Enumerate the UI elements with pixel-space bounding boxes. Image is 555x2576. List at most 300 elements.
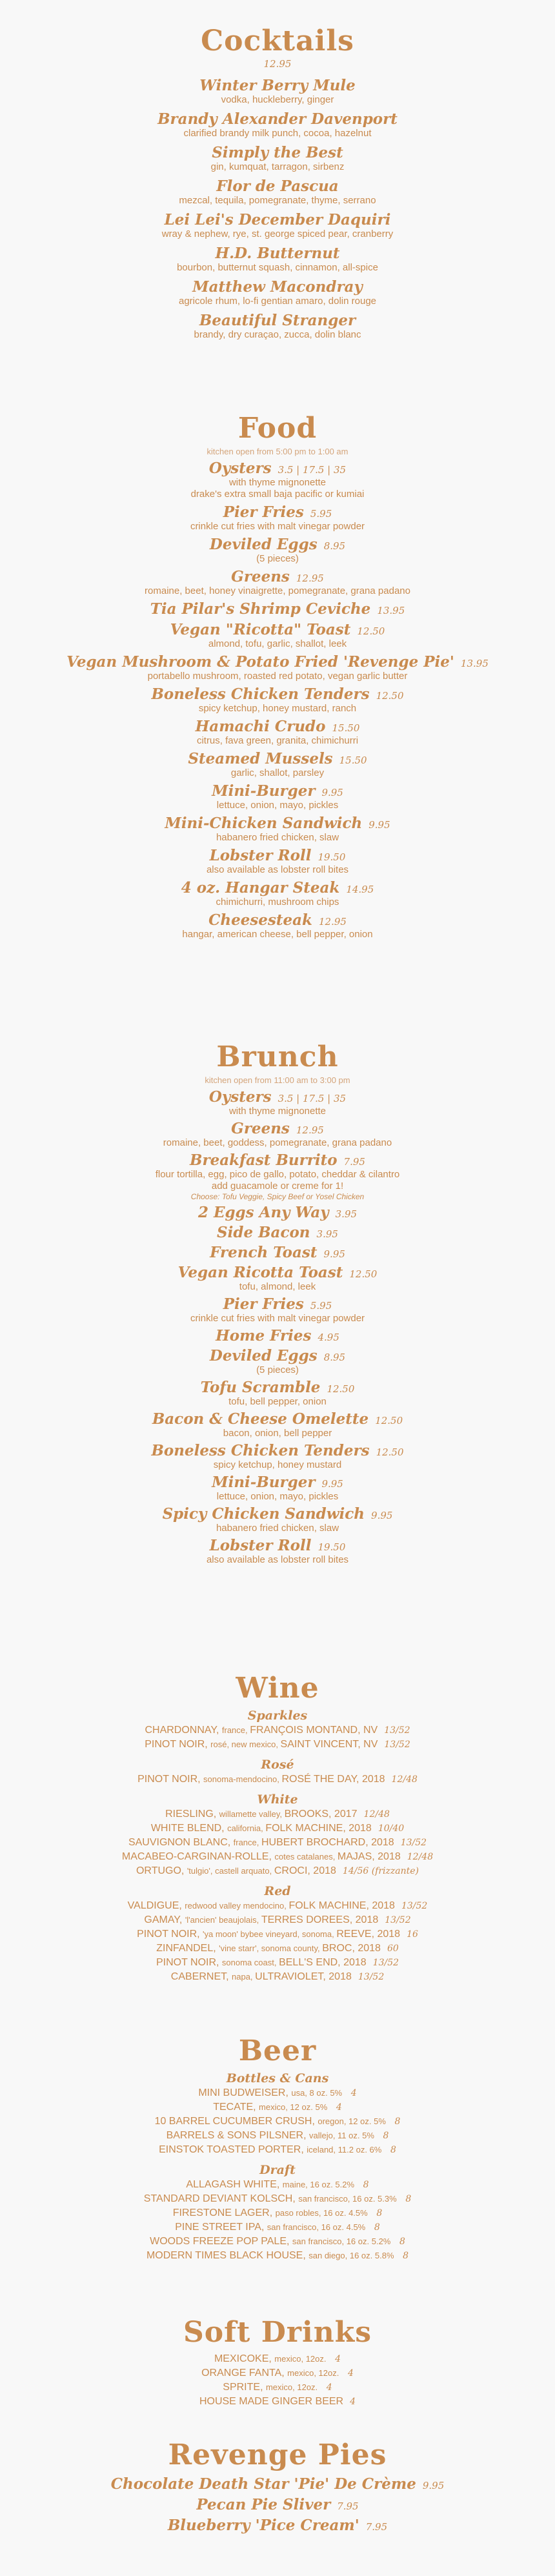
drink-name: WHITE BLEND, (150, 1823, 228, 1834)
menu-item-description: also available as lobster roll bites (206, 1554, 349, 1565)
menu-item-description: citrus, fava green, granita, chimichurri (196, 735, 359, 746)
menu-item-name-row (0, 245, 555, 262)
menu-item-price: 12.50 (376, 1446, 404, 1458)
menu-item-description: bourbon, butternut squash, cinnamon, all-spice (177, 262, 378, 273)
menu-item (0, 1348, 555, 1376)
drink-line (0, 1864, 555, 1878)
drink-name: WOODS FREEZE POP PALE, (150, 2236, 292, 2247)
food-hours: kitchen open from 5:00 pm to 1:00 am (207, 447, 348, 456)
menu-item-name-row (0, 1244, 555, 1261)
drink-origin: san francisco, 16 oz. 4.5% (267, 2222, 368, 2232)
menu-item-name-row (0, 1443, 555, 1459)
menu-item-name: Flor de Pascua (216, 177, 339, 195)
drink-price: 4 (336, 2102, 342, 2113)
menu-item (0, 783, 555, 811)
menu-item-name: Matthew Macondray (192, 278, 363, 296)
drink-price: 13/52 (384, 1739, 410, 1750)
menu-item-description: spicy ketchup, honey mustard (213, 1459, 342, 1470)
menu-item-name-row (0, 1152, 555, 1169)
soft-drinks-title: Soft Drinks (183, 2316, 372, 2349)
brunch-section (0, 1040, 555, 1569)
drink-price: 12/48 (391, 1774, 418, 1785)
drink-price: 8 (390, 2145, 396, 2155)
menu-item-description-extra: drake's extra small baja pacific or kumiai (190, 489, 365, 500)
drink-price: 4 (326, 2382, 332, 2393)
drink-price: 10/40 (378, 1823, 405, 1834)
drink-origin: vallejo, 11 oz. 5% (308, 2131, 377, 2140)
menu-item (0, 1328, 555, 1344)
menu-item-name-row (0, 601, 555, 618)
drink-name: PINOT NOIR, (137, 1774, 204, 1785)
drink-price: 8 (405, 2194, 412, 2204)
menu-item-description: gin, kumquat, tarragon, sirbenz (210, 161, 345, 172)
menu-item-name: Side Bacon (217, 1224, 310, 1241)
menu-item (0, 145, 555, 173)
menu-item-name: Deviled Eggs (209, 1347, 318, 1364)
drink-price: 13/52 (372, 1958, 399, 1968)
menu-item (0, 1411, 555, 1439)
menu-item-name: 2 Eggs Any Way (197, 1204, 329, 1221)
drink-origin: willamette valley, (219, 1809, 285, 1819)
menu-item-price: 12.50 (375, 1415, 403, 1426)
menu-item-description: almond, tofu, garlic, shallot, leek (208, 638, 347, 649)
menu-item-description: habanero fried chicken, slaw (216, 1523, 339, 1534)
menu-item-name-row (0, 2497, 555, 2513)
menu-item-price: 3.95 (316, 1228, 338, 1240)
drink-producer: FRANÇOIS MONTAND, NV (250, 1725, 378, 1736)
menu-item-name-row (0, 1411, 555, 1428)
menu-item-name: Lobster Roll (209, 847, 312, 864)
drink-name: ORANGE FANTA, (201, 2368, 288, 2378)
drink-origin: france, (221, 1725, 250, 1735)
drink-producer: BELL'S END, 2018 (279, 1957, 367, 1968)
drink-producer: REEVE, 2018 (336, 1929, 401, 1940)
menu-item-note: Choose: Tofu Veggie, Spicy Beef or Yosel Chicken (190, 1192, 365, 1201)
drink-price: 13/52 (400, 1838, 427, 1848)
menu-item-name-row (0, 1537, 555, 1554)
beer-title: Beer (238, 2034, 317, 2067)
menu-item (0, 718, 555, 747)
menu-item-name-row (0, 178, 555, 195)
menu-item-name-row (0, 145, 555, 161)
drink-line (0, 1970, 555, 1984)
drink-line (0, 1821, 555, 1836)
menu-item-name: Breakfast Burrito (190, 1151, 338, 1169)
menu-item (0, 312, 555, 341)
menu-item-description: lettuce, onion, mayo, pickles (216, 800, 339, 811)
menu-item (0, 1264, 555, 1293)
drink-producer: FOLK MACHINE, 2018 (288, 1900, 395, 1911)
menu-item-price: 9.95 (321, 787, 343, 798)
menu-item-price: 13.95 (377, 605, 405, 616)
menu-item-name: Pier Fries (223, 503, 304, 521)
menu-item (0, 880, 555, 908)
drink-line (0, 1913, 555, 1927)
food-list (0, 460, 555, 940)
menu-item-name: Pier Fries (223, 1295, 304, 1313)
drink-producer: BROC, 2018 (322, 1943, 381, 1954)
menu-item-description: vodka, huckleberry, ginger (221, 94, 334, 105)
drink-name: GAMAY, (144, 1914, 185, 1925)
drink-line (0, 2192, 555, 2206)
menu-item (0, 1224, 555, 1241)
menu-item (0, 245, 555, 274)
menu-item-name: Oysters (208, 1088, 272, 1106)
subsection-heading: Sparkles (247, 1709, 308, 1723)
menu-item (0, 1537, 555, 1566)
menu-item-name: H.D. Butternut (215, 245, 340, 262)
menu-item-name: Lei Lei's December Daquiri (164, 211, 391, 228)
menu-item-name-row (0, 1204, 555, 1221)
menu-item-name-row (0, 77, 555, 94)
drink-origin: san francisco, 16 oz. 5.2% (292, 2236, 393, 2246)
menu-item-name: Home Fries (216, 1327, 312, 1344)
menu-item-description: also available as lobster roll bites (206, 864, 349, 875)
drink-price: 13/52 (384, 1725, 410, 1736)
drink-origin: 'tulgio', castell arquato, (187, 1866, 274, 1876)
menu-item-name-row (0, 686, 555, 703)
menu-item-name: Simply the Best (212, 144, 343, 161)
menu-item-name-row (0, 847, 555, 864)
drink-origin: sonoma coast, (221, 1958, 279, 1967)
menu-item-price: 12.95 (296, 1124, 324, 1136)
menu-item-price: 4.95 (318, 1332, 339, 1343)
drink-producer: ULTRAVIOLET, 2018 (255, 1971, 352, 1982)
menu-item-name: Greens (231, 1120, 290, 1137)
menu-item-name-row (0, 504, 555, 521)
menu-item-description: chimichurri, mushroom chips (216, 897, 339, 908)
cocktails-section (0, 25, 555, 346)
menu-item (0, 212, 555, 240)
menu-item-description: garlic, shallot, parsley (230, 767, 325, 778)
menu-item-name: Hamachi Crudo (195, 718, 326, 735)
menu-item-description: spicy ketchup, honey mustard, ranch (198, 703, 357, 714)
menu-item-price: 9.95 (422, 2480, 445, 2491)
drink-line (0, 2366, 555, 2380)
menu-item-price: 5.95 (310, 1300, 332, 1312)
menu-item-price: 9.95 (321, 1478, 343, 1490)
drink-origin: rosé, new mexico, (210, 1739, 281, 1749)
menu-item-name: French Toast (210, 1244, 318, 1261)
drink-price: 12/48 (363, 1809, 390, 1820)
menu-item-name: Mini-Burger (212, 1474, 316, 1491)
menu-item (0, 654, 555, 682)
drink-origin: cotes catalanes, (274, 1852, 338, 1861)
menu-item-description: agricole rhum, lo-fi gentian amaro, dolin rouge (179, 296, 376, 307)
drink-name: STANDARD DEVIANT KOLSCH, (143, 2193, 299, 2204)
menu-item-price: 9.95 (323, 1248, 345, 1260)
drink-producer: BROOKS, 2017 (284, 1809, 358, 1820)
drink-price: 8 (374, 2222, 380, 2233)
drink-name: MACABEO-CARGINAN-ROLLE, (121, 1851, 275, 1862)
drink-name: EINSTOK TOASTED PORTER, (159, 2144, 307, 2155)
menu-item-name: Bacon & Cheese Omelette (152, 1410, 369, 1428)
menu-item-name: Beautiful Stranger (199, 312, 356, 329)
menu-item (0, 686, 555, 715)
menu-item-description: (5 pieces) (256, 1364, 299, 1375)
menu-item (0, 279, 555, 307)
menu-item-description: portabello mushroom, roasted red potato, vegan garlic butter (147, 671, 408, 682)
drink-producer: ROSÉ THE DAY, 2018 (281, 1774, 385, 1785)
drink-name: BARRELS & SONS PILSNER, (166, 2130, 309, 2141)
menu-item-name: Brandy Alexander Davenport (157, 110, 398, 128)
menu-item-description: habanero fried chicken, slaw (216, 832, 339, 843)
drink-origin: mexico, 12oz. (287, 2368, 341, 2378)
menu-item-price: 3.5 | 17.5 | 35 (278, 464, 347, 476)
drink-price: 13/52 (401, 1901, 428, 1911)
menu-item-price: 13.95 (460, 658, 489, 669)
drink-name: SAUVIGNON BLANC, (128, 1837, 234, 1848)
drink-line (0, 1942, 555, 1956)
menu-item (0, 1474, 555, 1503)
menu-item-name: Pecan Pie Sliver (196, 2496, 331, 2513)
menu-item-name-row (0, 2517, 555, 2534)
drink-line (0, 2235, 555, 2249)
drink-line (0, 2249, 555, 2263)
menu-item-name-row (0, 569, 555, 585)
menu-item-price: 12.95 (318, 916, 347, 928)
drink-price: 8 (394, 2116, 401, 2127)
drink-price: 8 (403, 2251, 409, 2261)
drink-producer: TERRES DOREES, 2018 (261, 1914, 379, 1925)
drink-line (0, 1927, 555, 1942)
drink-price: 13/52 (358, 1972, 385, 1982)
beer-section (0, 2034, 555, 2268)
menu-item-description: with thyme mignonette (228, 477, 327, 488)
menu-item-price: 12.95 (296, 573, 324, 584)
menu-item (0, 1152, 555, 1201)
drink-name: CABERNET, (170, 1971, 232, 1982)
drink-origin: 'l'ancien' beaujolais, (185, 1915, 261, 1925)
subsection-heading: White (257, 1792, 298, 1807)
menu-item-description-extra: add guacamole or creme for 1! (211, 1181, 344, 1192)
drink-name: TECATE, (213, 2102, 259, 2113)
drink-producer: MAJAS, 2018 (337, 1851, 401, 1862)
drink-price: 13/52 (385, 1915, 411, 1925)
menu-item-name: Tofu Scramble (200, 1379, 321, 1396)
wine-title: Wine (236, 1672, 319, 1705)
drink-price: 8 (399, 2236, 405, 2247)
drink-name: ORTUGO, (136, 1865, 187, 1876)
menu-item (0, 569, 555, 597)
drink-line (0, 2086, 555, 2100)
menu-item-price: 9.95 (371, 1510, 393, 1521)
menu-item-price: 9.95 (368, 819, 390, 831)
menu-item-price: 3.95 (335, 1208, 358, 1220)
drink-line (0, 2220, 555, 2235)
menu-item-description: (5 pieces) (256, 553, 299, 564)
subsection-heading: Rosé (261, 1758, 294, 1772)
menu-item-name-row (0, 1348, 555, 1364)
drink-line (0, 1738, 555, 1752)
menu-item (0, 536, 555, 565)
drink-name: PINOT NOIR, (137, 1929, 203, 1940)
menu-item-name: Vegan "Ricotta" Toast (170, 621, 351, 638)
menu-item-description: hangar, american cheese, bell pepper, onion (182, 929, 373, 940)
drink-line (0, 2395, 555, 2409)
subsection-heading: Draft (259, 2163, 296, 2177)
pies-section (0, 2439, 555, 2538)
menu-item-name-row (0, 1328, 555, 1344)
menu-item (0, 1296, 555, 1324)
wine-list (0, 1708, 555, 1989)
menu-item-price: 15.50 (332, 722, 360, 734)
drink-origin: usa, 8 oz. 5% (291, 2088, 345, 2098)
menu-item (0, 460, 555, 500)
food-title: Food (237, 412, 318, 445)
menu-item-description: tofu, almond, leek (239, 1281, 316, 1292)
menu-item-description: clarified brandy milk punch, cocoa, hazelnut (183, 128, 372, 139)
menu-item-name-row (0, 2476, 555, 2493)
menu-item-price: 7.95 (337, 2500, 359, 2512)
menu-item-name-row (0, 1474, 555, 1491)
drink-origin: mexico, 12 oz. 5% (259, 2102, 330, 2112)
menu-item-name-row (0, 212, 555, 228)
menu-item (0, 178, 555, 207)
menu-item-name: Chocolate Death Star 'Pie' De Crème (110, 2475, 416, 2493)
menu-item-description: crinkle cut fries with malt vinegar powder (190, 521, 365, 532)
menu-item-description: wray & nephew, rye, st. george spiced pear, cranberry (161, 228, 394, 239)
menu-item-price: 12.50 (327, 1383, 355, 1395)
drink-origin: mexico, 12oz. (274, 2354, 329, 2364)
menu-item-price: 8.95 (323, 540, 346, 552)
drink-producer: SAINT VINCENT, NV (280, 1739, 378, 1750)
drink-line (0, 2178, 555, 2192)
menu-item-description: crinkle cut fries with malt vinegar powder (190, 1313, 365, 1324)
drink-line (0, 1723, 555, 1738)
food-section (0, 412, 555, 944)
menu-item (0, 2497, 555, 2513)
menu-item-name-row (0, 815, 555, 832)
drink-price: 4 (350, 2397, 356, 2407)
menu-item (0, 2517, 555, 2534)
cocktail-list (0, 77, 555, 341)
menu-item (0, 1204, 555, 1221)
drink-name: ALLAGASH WHITE, (186, 2179, 283, 2190)
menu-item-description: mezcal, tequila, pomegranate, thyme, serrano (179, 195, 376, 206)
menu-item-name-row (0, 654, 555, 671)
drink-name: HOUSE MADE GINGER BEER (199, 2396, 344, 2407)
menu-item-name-row (0, 111, 555, 128)
drink-name: PINOT NOIR, (145, 1739, 211, 1750)
menu-item (0, 815, 555, 844)
menu-item-name: Cheesesteak (208, 911, 312, 929)
menu-item-name-row (0, 880, 555, 897)
beer-list (0, 2071, 555, 2268)
menu-item (0, 1244, 555, 1261)
menu-item-name: Boneless Chicken Tenders (151, 685, 370, 703)
drink-name: MINI BUDWEISER, (198, 2087, 292, 2098)
menu-item (0, 1506, 555, 1534)
menu-item (0, 1089, 555, 1117)
drink-line (0, 1956, 555, 1970)
brunch-hours: kitchen open from 11:00 am to 3:00 pm (205, 1075, 350, 1085)
menu-item (0, 601, 555, 618)
drink-name: PINE STREET IPA, (175, 2222, 267, 2233)
drink-producer: HUBERT BROCHARD, 2018 (261, 1837, 394, 1848)
menu-item-name: Vegan Mushroom & Potato Fried 'Revenge Pie' (66, 653, 454, 671)
menu-item-name-row (0, 536, 555, 553)
menu-item-name: Mini-Burger (212, 782, 316, 800)
drink-line (0, 2352, 555, 2366)
menu-item-name-row (0, 1379, 555, 1396)
menu-item-price: 3.5 | 17.5 | 35 (278, 1093, 347, 1104)
menu-item-description: romaine, beet, honey vinaigrette, pomegranate, grana padano (145, 585, 410, 596)
drink-origin: paso robles, 16 oz. 4.5% (275, 2208, 370, 2218)
pies-title: Revenge Pies (168, 2439, 387, 2471)
drink-name: VALDIGUE, (127, 1900, 185, 1911)
menu-item-name-row (0, 460, 555, 477)
drink-line (0, 1807, 555, 1821)
menu-item-description: flour tortilla, egg, pico de gallo, potato, cheddar & cilantro (155, 1169, 400, 1180)
drink-origin: redwood valley mendocino, (185, 1901, 289, 1911)
drink-price: 14/56 (frizzante) (342, 1866, 419, 1876)
menu-item-name: Greens (231, 568, 290, 585)
drink-name: CHARDONNAY, (145, 1725, 222, 1736)
menu-item-name: Mini-Chicken Sandwich (165, 815, 363, 832)
drink-origin: france, (233, 1838, 261, 1847)
drink-line (0, 2129, 555, 2143)
menu-item-price: 8.95 (323, 1352, 346, 1363)
drink-producer: CROCI, 2018 (274, 1865, 336, 1876)
menu-item-name: Lobster Roll (209, 1537, 312, 1554)
menu-item-description: bacon, onion, bell pepper (223, 1428, 332, 1439)
menu-item-price: 19.50 (318, 1541, 346, 1553)
menu-item-name-row (0, 783, 555, 800)
drink-line (0, 1836, 555, 1850)
drink-origin: san diego, 16 oz. 5.8% (308, 2251, 397, 2260)
drink-name: SPRITE, (223, 2382, 266, 2393)
menu-item-name-row (0, 1296, 555, 1313)
menu-item-name: Steamed Mussels (188, 750, 333, 767)
drink-price: 4 (347, 2368, 354, 2378)
drink-price: 8 (363, 2180, 369, 2190)
menu-item-description: with thyme mignonette (228, 1106, 327, 1117)
brunch-title: Brunch (216, 1040, 339, 1073)
drink-name: 10 BARREL CUCUMBER CRUSH, (154, 2116, 318, 2127)
menu-item-name-row (0, 751, 555, 767)
pies-list (0, 2476, 555, 2534)
menu-item (0, 504, 555, 532)
menu-item (0, 912, 555, 940)
wine-section (0, 1672, 555, 1989)
drink-origin: napa, (232, 1972, 256, 1982)
menu-item-name-row (0, 1224, 555, 1241)
menu-item-price: 7.95 (343, 1156, 365, 1168)
menu-item-name-row (0, 1089, 555, 1106)
drink-name: MODERN TIMES BLACK HOUSE, (146, 2250, 309, 2261)
menu-item-name-row (0, 718, 555, 735)
menu-item-name: 4 oz. Hangar Steak (181, 879, 340, 897)
drink-origin: 'ya moon' bybee vineyard, sonoma, (203, 1929, 337, 1939)
menu-item-price: 15.50 (339, 755, 367, 766)
cocktails-price: 12.95 (263, 58, 292, 70)
brunch-list (0, 1089, 555, 1566)
drink-price: 12/48 (407, 1852, 434, 1862)
drink-price: 16 (407, 1929, 418, 1940)
drink-name: PINOT NOIR, (156, 1957, 222, 1968)
drink-origin: sonoma-mendocino, (203, 1774, 282, 1784)
menu-item-name-row (0, 912, 555, 929)
menu-item-description: tofu, bell pepper, onion (228, 1396, 327, 1407)
menu-item-name-row (0, 1506, 555, 1523)
drink-origin: maine, 16 oz. 5.2% (282, 2180, 357, 2189)
drink-name: MEXICOKE, (214, 2353, 275, 2364)
menu-item-price: 7.95 (365, 2521, 388, 2533)
menu-item (0, 2476, 555, 2493)
subsection-heading: Red (264, 1884, 291, 1898)
subsection-heading: Bottles & Cans (226, 2071, 329, 2085)
